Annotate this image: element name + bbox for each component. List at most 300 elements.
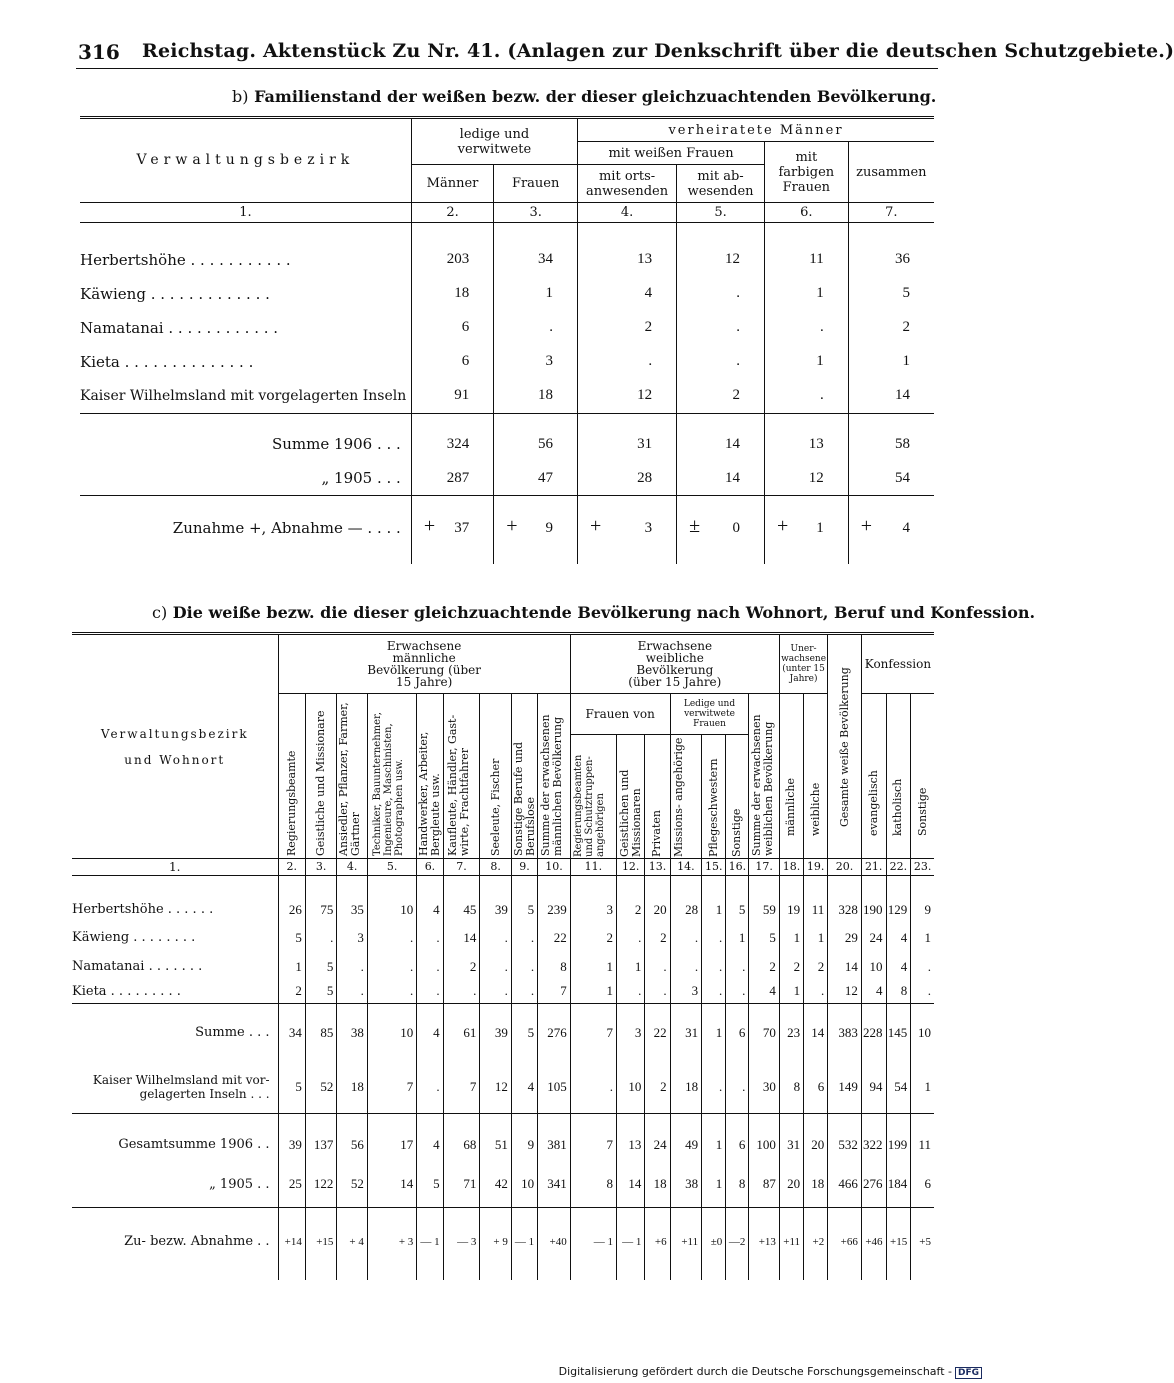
colnum: 4. <box>578 203 677 223</box>
cell: 328 <box>828 898 862 922</box>
cell: — 1 <box>511 1218 537 1266</box>
cell: 7 <box>443 1062 480 1114</box>
population-table <box>72 632 934 1280</box>
cell: 70 <box>749 1016 779 1050</box>
row-district: Kaiser Wilhelmsland mit vorgelagerten Inseln <box>80 387 407 404</box>
cell: 7 <box>570 1128 616 1162</box>
cell: 36 <box>848 243 934 277</box>
cell: 13 <box>578 243 677 277</box>
cell: 1 <box>702 898 726 922</box>
col-header: weibliche <box>808 782 822 837</box>
row-label: Summe 1906 . . . <box>272 435 401 453</box>
cell: 4 <box>417 1128 443 1162</box>
header-zusammen: zusammen <box>848 142 934 203</box>
colnum: 6. <box>764 203 848 223</box>
header-ortsanwesend: mit orts- anwesenden <box>578 165 677 203</box>
col-header: Summe der erwachsenen männlichen Bevölkerung <box>538 714 564 857</box>
row-label: Zu- bezw. Abnahme . . <box>124 1234 270 1249</box>
cell: + 3 <box>367 1218 416 1266</box>
cell: 2 <box>749 954 779 980</box>
cell: . <box>617 980 645 1004</box>
cell: 6 <box>726 1128 749 1162</box>
header-unerwachsene: Uner- wachsene (unter 15 Jahre) <box>779 634 827 694</box>
cell: 85 <box>305 1016 337 1050</box>
cell: 10 <box>367 1016 416 1050</box>
sign: + <box>776 514 789 537</box>
cell: 5 <box>726 898 749 922</box>
cell: 34 <box>278 1016 305 1050</box>
family-status-table <box>80 116 934 564</box>
cell: 23 <box>779 1016 803 1050</box>
cell: 7 <box>367 1062 416 1114</box>
colnum: 21. <box>861 859 886 876</box>
cell: 18 <box>411 277 493 311</box>
cell: 10 <box>861 954 886 980</box>
table-row <box>80 243 934 277</box>
colnum: 1. <box>169 860 181 874</box>
cell: 5 <box>278 922 305 954</box>
cell: . <box>911 980 934 1004</box>
section-c-title <box>152 603 1035 622</box>
colnum: 23. <box>911 859 934 876</box>
cell: 24 <box>645 1128 670 1162</box>
cell: . <box>726 980 749 1004</box>
cell: 13 <box>617 1128 645 1162</box>
cell: 3 <box>337 922 367 954</box>
cell: 37 <box>454 519 470 536</box>
cell: 39 <box>278 1128 305 1162</box>
cell: 7 <box>538 980 571 1004</box>
cell: 5 <box>305 980 337 1004</box>
cell: 239 <box>538 898 571 922</box>
cell: 22 <box>538 922 571 954</box>
cell: +15 <box>886 1218 911 1266</box>
cell: 9 <box>545 519 554 536</box>
cell: 341 <box>538 1162 571 1208</box>
cell: . <box>570 1062 616 1114</box>
cell: 47 <box>494 461 578 496</box>
cell: 137 <box>305 1128 337 1162</box>
cell: . <box>578 345 677 379</box>
cell: 12 <box>677 243 765 277</box>
col-header: Handwerker, Arbeiter, Bergleute usw. <box>416 731 442 857</box>
row-label: Kaiser Wilhelmsland mit vor- gelagerten Inseln . . . <box>92 1073 270 1102</box>
cell: +46 <box>861 1218 886 1266</box>
cell: 7 <box>570 1016 616 1050</box>
colnum: 1. <box>80 203 411 223</box>
col-header: Seeleute, Fischer <box>488 758 502 857</box>
cell: 1 <box>702 1162 726 1208</box>
section-b-label: b) <box>232 87 249 106</box>
cell: 31 <box>779 1128 803 1162</box>
cell: 25 <box>278 1162 305 1208</box>
section-b-title <box>232 87 936 106</box>
header-konfession: Konfession <box>861 634 934 694</box>
colnum: 20. <box>828 859 862 876</box>
row-label: Gesamtsumme 1906 . . <box>118 1137 270 1152</box>
cell: 287 <box>411 461 493 496</box>
colnum: 4. <box>337 859 367 876</box>
col-header: Sonstige <box>915 787 929 837</box>
cell: 54 <box>848 461 934 496</box>
cell: 1 <box>278 954 305 980</box>
cell: 17 <box>367 1128 416 1162</box>
col-header: Missions- angehörige <box>671 737 685 857</box>
cell: . <box>677 345 765 379</box>
cell: 2 <box>578 311 677 345</box>
cell: . <box>417 1062 443 1114</box>
cell: . <box>480 980 512 1004</box>
cell: 149 <box>828 1062 862 1114</box>
cell: 466 <box>828 1162 862 1208</box>
table-row <box>72 1218 934 1266</box>
cell: 34 <box>494 243 578 277</box>
cell: 8 <box>538 954 571 980</box>
cell: 1 <box>570 954 616 980</box>
sign: ± <box>689 514 701 537</box>
cell: 3 <box>644 519 653 536</box>
row-district: Herbertshöhe . . . . . . . . . . . <box>80 250 291 269</box>
cell: 87 <box>749 1162 779 1208</box>
cell: 1 <box>804 922 828 954</box>
header-district-label: Verwaltungsbezirk und Wohnort <box>100 726 249 767</box>
header-district: Verwaltungsbezirk <box>80 118 411 203</box>
cell: 13 <box>764 427 848 461</box>
section-b-heading: Familienstand der weißen bezw. der dieser gleichzuachtenden Bevölkerung. <box>254 87 937 106</box>
cell: . <box>645 954 670 980</box>
cell: 5 <box>278 1062 305 1114</box>
cell: . <box>417 954 443 980</box>
cell: 276 <box>861 1162 886 1208</box>
cell: 20 <box>645 898 670 922</box>
cell: 29 <box>828 922 862 954</box>
cell: 2 <box>278 980 305 1004</box>
cell: 31 <box>670 1016 702 1050</box>
colnum: 18. <box>779 859 803 876</box>
cell: 129 <box>886 898 911 922</box>
cell: 6 <box>911 1162 934 1208</box>
cell: 145 <box>886 1016 911 1050</box>
cell: . <box>764 311 848 345</box>
row-label: Zunahme +, Abnahme — . . . . <box>172 518 401 537</box>
cell: 1 <box>779 980 803 1004</box>
cell: 1 <box>764 277 848 311</box>
cell: — 1 <box>570 1218 616 1266</box>
cell: 5 <box>511 1016 537 1050</box>
sign: + <box>506 514 518 537</box>
cell: 1 <box>911 1062 934 1114</box>
cell: +6 <box>645 1218 670 1266</box>
cell: 94 <box>861 1062 886 1114</box>
row-label: Herbertshöhe . . . . . . <box>72 902 214 917</box>
cell: 24 <box>861 922 886 954</box>
colnum: 2. <box>411 203 493 223</box>
cell: . <box>804 980 828 1004</box>
table-row <box>72 1162 934 1208</box>
colnum: 6. <box>417 859 443 876</box>
cell: 1 <box>726 922 749 954</box>
cell: 35 <box>337 898 367 922</box>
cell: +13 <box>749 1218 779 1266</box>
cell: 8 <box>886 980 911 1004</box>
cell: 322 <box>861 1128 886 1162</box>
cell: 228 <box>861 1016 886 1050</box>
cell: 91 <box>411 379 493 414</box>
col-header: Regierungsbeamte <box>284 750 298 857</box>
cell: . <box>494 311 578 345</box>
cell: . <box>337 954 367 980</box>
sign: + <box>590 514 602 537</box>
col-header: männliche <box>784 778 798 837</box>
col-header: Summe der erwachsenen weiblichen Bevölkerung <box>750 714 776 857</box>
cell: 8 <box>779 1062 803 1114</box>
row-label: „ 1905 . . <box>209 1176 270 1192</box>
colnum: 22. <box>886 859 911 876</box>
cell: 14 <box>617 1162 645 1208</box>
row-label: „ 1905 . . . <box>321 469 401 487</box>
cell: 4 <box>861 980 886 1004</box>
cell: +11 <box>670 1218 702 1266</box>
cell: 18 <box>337 1062 367 1114</box>
cell: 383 <box>828 1016 862 1050</box>
colnum: 2. <box>278 859 305 876</box>
cell: 324 <box>411 427 493 461</box>
cell: 3 <box>617 1016 645 1050</box>
cell: 18 <box>645 1162 670 1208</box>
cell: +66 <box>828 1218 862 1266</box>
colnum: 15. <box>702 859 726 876</box>
table-row <box>72 1128 934 1162</box>
cell: 52 <box>305 1062 337 1114</box>
col-header: Techniker, Bauunternehmer, Ingenieure, Maschinisten, Photographen usw. <box>372 712 406 857</box>
cell: . <box>617 922 645 954</box>
cell: 61 <box>443 1016 480 1050</box>
cell: 199 <box>886 1128 911 1162</box>
cell: 2 <box>677 379 765 414</box>
row-label: Namatanai . . . . . . . <box>72 959 203 974</box>
cell: 3 <box>494 345 578 379</box>
cell: 56 <box>494 427 578 461</box>
cell: 18 <box>670 1062 702 1114</box>
col-header: Geistlichen und Missionaren <box>617 769 643 857</box>
header-rule <box>76 68 938 69</box>
cell: 42 <box>480 1162 512 1208</box>
cell: 532 <box>828 1128 862 1162</box>
cell: . <box>677 311 765 345</box>
cell: 11 <box>764 243 848 277</box>
header-frauen: Frauen <box>494 165 578 203</box>
cell: — 1 <box>417 1218 443 1266</box>
cell: 190 <box>861 898 886 922</box>
cell: 38 <box>337 1016 367 1050</box>
cell: 8 <box>726 1162 749 1208</box>
cell: 12 <box>480 1062 512 1114</box>
cell: 12 <box>828 980 862 1004</box>
cell: 14 <box>848 379 934 414</box>
cell: — 3 <box>443 1218 480 1266</box>
cell: 2 <box>779 954 803 980</box>
cell: 5 <box>749 922 779 954</box>
cell: . <box>367 980 416 1004</box>
colnum: 5. <box>367 859 416 876</box>
cell: 1 <box>702 1128 726 1162</box>
cell: . <box>417 922 443 954</box>
table-row <box>72 898 934 922</box>
cell: 18 <box>804 1162 828 1208</box>
cell: 14 <box>367 1162 416 1208</box>
cell: 5 <box>305 954 337 980</box>
cell: . <box>480 922 512 954</box>
cell: . <box>677 277 765 311</box>
cell: 12 <box>578 379 677 414</box>
cell: 14 <box>677 461 765 496</box>
cell: 5 <box>848 277 934 311</box>
header-abwesend: mit ab- wesenden <box>677 165 765 203</box>
cell: 31 <box>578 427 677 461</box>
col-header: Ansiedler, Pflanzer, Farmer, Gärtner <box>337 702 363 857</box>
section-c-heading: Die weiße bezw. die dieser gleichzuachtende Bevölkerung nach Wohnort, Beruf und Konfession. <box>172 603 1036 622</box>
cell: 22 <box>645 1016 670 1050</box>
row-district: Käwieng . . . . . . . . . . . . . <box>80 284 270 303</box>
cell: 2 <box>804 954 828 980</box>
cell: 1 <box>779 922 803 954</box>
colnum: 12. <box>617 859 645 876</box>
row-label: Käwieng . . . . . . . . <box>72 930 196 945</box>
colnum: 5. <box>677 203 765 223</box>
cell: 26 <box>278 898 305 922</box>
cell: 1 <box>617 954 645 980</box>
cell: 14 <box>443 922 480 954</box>
cell: . <box>764 379 848 414</box>
footer-text: Digitalisierung gefördert durch die Deutsche Forschungsgemeinschaft - <box>558 1365 952 1378</box>
cell: . <box>702 954 726 980</box>
cell: 184 <box>886 1162 911 1208</box>
col-header: Sonstige Berufe und Berufslose <box>511 742 537 857</box>
header-farbigen: mit farbigen Frauen <box>764 142 848 203</box>
cell: . <box>911 954 934 980</box>
cell: 11 <box>804 898 828 922</box>
cell: . <box>670 922 702 954</box>
cell: 30 <box>749 1062 779 1114</box>
sign: + <box>860 514 872 537</box>
cell: — 1 <box>617 1218 645 1266</box>
cell: . <box>645 980 670 1004</box>
cell: 1 <box>848 345 934 379</box>
cell: . <box>305 922 337 954</box>
population-table-body <box>72 876 934 1280</box>
cell: 381 <box>538 1128 571 1162</box>
header-mit-weissen: mit weißen Frauen <box>578 142 765 165</box>
cell: 2 <box>570 922 616 954</box>
cell: 1 <box>816 519 824 536</box>
table-row <box>72 980 934 1004</box>
header-gesamt-label: Gesamte weiße Bevölkerung <box>837 667 851 827</box>
row-label: Summe . . . <box>195 1025 270 1040</box>
section-c-label: c) <box>152 603 168 622</box>
cell: . <box>511 980 537 1004</box>
cell: 54 <box>886 1062 911 1114</box>
cell: 5 <box>511 898 537 922</box>
cell: . <box>670 954 702 980</box>
cell: 3 <box>670 980 702 1004</box>
cell: . <box>702 980 726 1004</box>
header-gesamt <box>828 634 862 859</box>
header-male-group: Erwachsene männliche Bevölkerung (über 15 Jahre) <box>278 634 570 694</box>
header-female-group: Erwachsene weibliche Bevölkerung (über 15 Jahre) <box>570 634 779 694</box>
cell: 45 <box>443 898 480 922</box>
cell: 3 <box>570 898 616 922</box>
cell: 49 <box>670 1128 702 1162</box>
cell: . <box>337 980 367 1004</box>
cell: 6 <box>411 311 493 345</box>
cell: + 9 <box>480 1218 512 1266</box>
cell: . <box>443 980 480 1004</box>
cell: 1 <box>764 345 848 379</box>
cell: +40 <box>538 1218 571 1266</box>
table-row <box>72 922 934 954</box>
cell: . <box>726 1062 749 1114</box>
colnum: 17. <box>749 859 779 876</box>
colnum: 3. <box>494 203 578 223</box>
cell: 4 <box>578 277 677 311</box>
table-row-sum <box>80 461 934 496</box>
cell: ±0 <box>702 1218 726 1266</box>
cell: . <box>480 954 512 980</box>
cell: . <box>367 954 416 980</box>
cell: 51 <box>480 1128 512 1162</box>
cell: 2 <box>645 1062 670 1114</box>
cell: 10 <box>617 1062 645 1114</box>
header-district <box>72 634 278 859</box>
cell: 6 <box>726 1016 749 1050</box>
col-header: Sonstige <box>730 808 744 857</box>
header-ledige: ledige und verwitwete <box>411 118 577 165</box>
footer <box>559 1365 982 1379</box>
table-row-change <box>80 508 934 548</box>
cell: 6 <box>411 345 493 379</box>
cell: . <box>702 1062 726 1114</box>
cell: 4 <box>417 1016 443 1050</box>
cell: 4 <box>902 519 910 536</box>
cell: 11 <box>911 1128 934 1162</box>
page-title: Reichstag. Aktenstück Zu Nr. 41. (Anlagen zur Denkschrift über die deutschen Schutzgebiete.) <box>142 40 1174 62</box>
cell: 71 <box>443 1162 480 1208</box>
header-ledige-frauen: Ledige und verwitwete Frauen <box>670 694 749 735</box>
cell: 56 <box>337 1128 367 1162</box>
colnum: 11. <box>570 859 616 876</box>
cell: 38 <box>670 1162 702 1208</box>
cell: 59 <box>749 898 779 922</box>
header-verheiratete: verheiratete Männer <box>578 118 934 142</box>
cell: 20 <box>779 1162 803 1208</box>
cell: 9 <box>911 898 934 922</box>
cell: 6 <box>804 1062 828 1114</box>
colnum: 3. <box>305 859 337 876</box>
cell: 0 <box>732 519 740 536</box>
cell: +15 <box>305 1218 337 1266</box>
cell: 276 <box>538 1016 571 1050</box>
colnum: 19. <box>804 859 828 876</box>
cell: 4 <box>417 898 443 922</box>
cell: 39 <box>480 1016 512 1050</box>
cell: 14 <box>677 427 765 461</box>
col-header: katholisch <box>891 778 905 837</box>
cell: 18 <box>494 379 578 414</box>
cell: . <box>726 954 749 980</box>
col-header: Kaufleute, Händler, Gast- wirte, Frachtfahrer <box>446 715 472 857</box>
row-district: Namatanai . . . . . . . . . . . . <box>80 318 279 337</box>
row-label: Kieta . . . . . . . . . <box>72 983 181 999</box>
